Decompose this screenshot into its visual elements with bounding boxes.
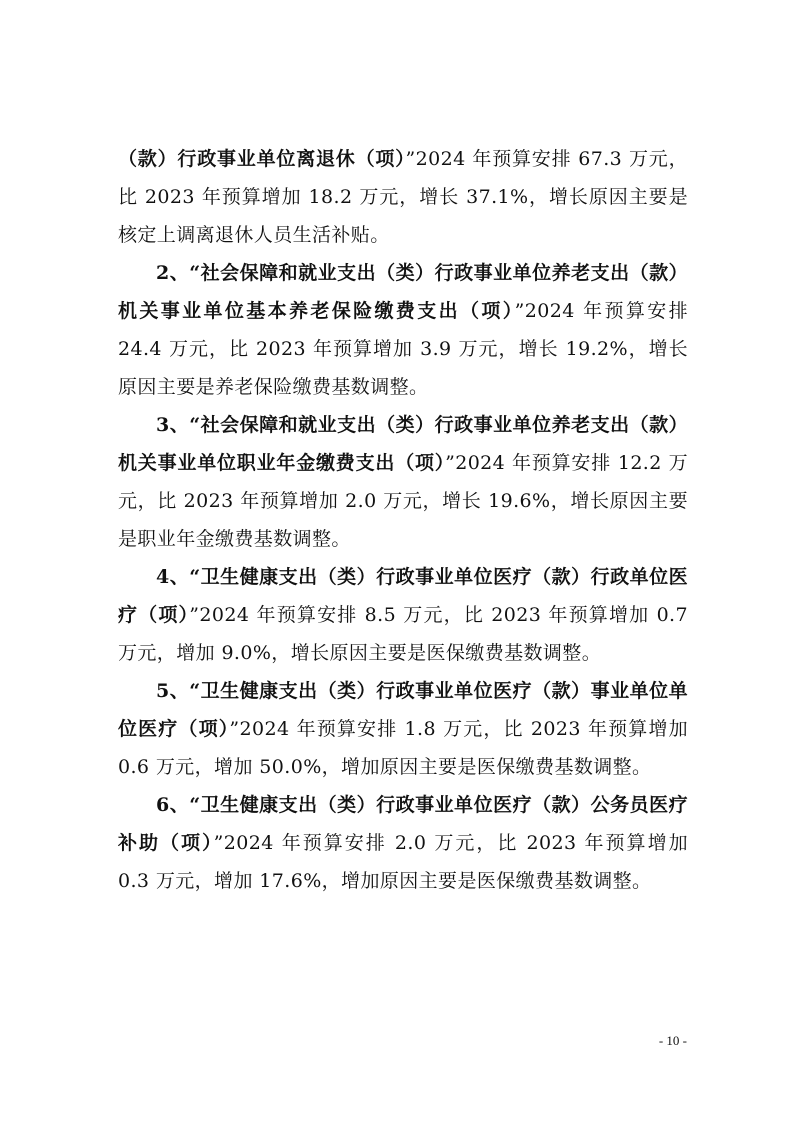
paragraph-6-body: ”2024 年预算安排 2.0 万元，比 2023 年预算增加 0.3 万元，增加 17.6%，增加原因主要是医保缴费基数调整。 xyxy=(118,832,688,892)
paragraph-1 xyxy=(118,140,688,254)
page-number: - 10 - xyxy=(658,1033,687,1048)
paragraph-4-body: ”2024 年预算安排 8.5 万元，比 2023 年预算增加 0.7 万元，增加 9.0%，增长原因主要是医保缴费基数调整。 xyxy=(118,604,688,664)
paragraph-6-heading: 6、“卫生健康支出（类）行政事业单位医疗（款）公务员医疗补助（项） xyxy=(118,794,688,854)
paragraph-6 xyxy=(118,786,688,900)
paragraph-4-heading: 4、“卫生健康支出（类）行政事业单位医疗（款）行政单位医疗（项） xyxy=(118,566,688,626)
paragraph-3-body: ”2024 年预算安排 12.2 万元，比 2023 年预算增加 2.0 万元，增长 19.6%，增长原因主要是职业年金缴费基数调整。 xyxy=(118,452,688,550)
body-text xyxy=(118,140,688,900)
paragraph-2 xyxy=(118,254,688,406)
paragraph-5-heading: 5、“卫生健康支出（类）行政事业单位医疗（款）事业单位单位医疗（项） xyxy=(118,680,688,740)
paragraph-1-heading: （款）行政事业单位离退休（项） xyxy=(118,148,406,170)
paragraph-3 xyxy=(118,406,688,558)
paragraph-2-heading: 2、“社会保障和就业支出（类）行政事业单位养老支出（款）机关事业单位基本养老保险缴费支出（项） xyxy=(118,262,688,322)
paragraph-5 xyxy=(118,672,688,786)
paragraph-1-body: ”2024 年预算安排 67.3 万元，比 2023 年预算增加 18.2 万元，增长 37.1%，增长原因主要是核定上调离退休人员生活补贴。 xyxy=(118,148,688,246)
paragraph-5-body: ”2024 年预算安排 1.8 万元，比 2023 年预算增加 0.6 万元，增加 50.0%，增加原因主要是医保缴费基数调整。 xyxy=(118,718,688,778)
paragraph-2-body: ”2024 年预算安排 24.4 万元，比 2023 年预算增加 3.9 万元，增长 19.2%，增长原因主要是养老保险缴费基数调整。 xyxy=(118,300,688,398)
paragraph-4 xyxy=(118,558,688,672)
paragraph-3-heading: 3、“社会保障和就业支出（类）行政事业单位养老支出（款）机关事业单位职业年金缴费支出（项） xyxy=(118,414,688,474)
